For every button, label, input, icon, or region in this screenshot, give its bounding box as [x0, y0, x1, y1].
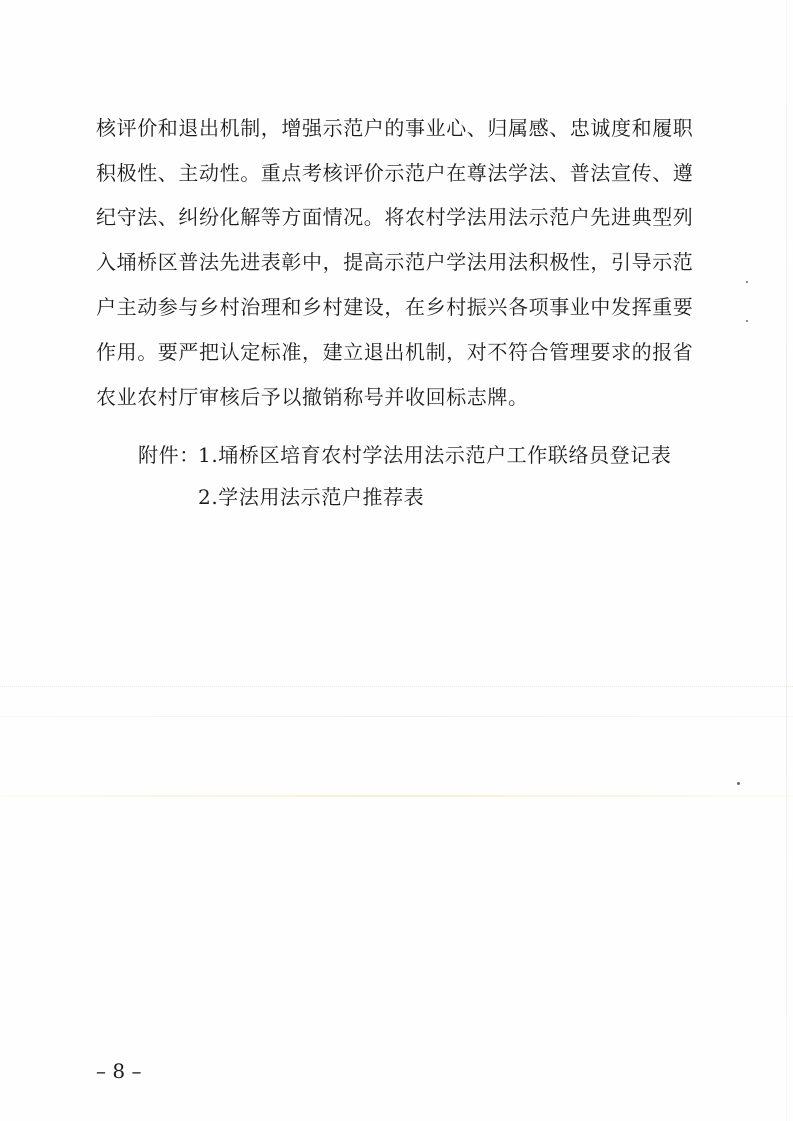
body-line-7: 农业农村厅审核后予以撤销称号并收回标志牌。 — [96, 385, 529, 409]
body-line-1: 核评价和退出机制，增强示范户的事业心、归属感、忠诚度和履职 — [96, 116, 694, 140]
scan-speck — [746, 281, 748, 283]
attachment-item-2: 2.学法用法示范户推荐表 — [198, 485, 425, 509]
scan-speck — [737, 782, 740, 785]
attachment-label: 附件： — [138, 443, 200, 467]
page-number: – 8 – — [96, 1059, 142, 1083]
scan-artifact-band — [0, 716, 793, 717]
body-line-4: 入埇桥区普法先进表彰中，提高示范户学法用法积极性，引导示范 — [96, 250, 694, 274]
scan-artifact-band — [0, 686, 793, 689]
scan-edge-shadow — [786, 0, 787, 1121]
body-line-6: 作用。要严把认定标准，建立退出机制，对不符合管理要求的报省 — [96, 340, 694, 364]
attachment-item-1: 1.埇桥区培育农村学法用法示范户工作联络员登记表 — [198, 443, 672, 467]
scan-speck — [746, 320, 748, 322]
body-line-5: 户主动参与乡村治理和乡村建设，在乡村振兴各项事业中发挥重要 — [96, 295, 694, 319]
scan-artifact-band — [0, 795, 793, 797]
body-line-3: 纪守法、纠纷化解等方面情况。将农村学法用法示范户先进典型列 — [96, 205, 694, 229]
body-line-2: 积极性、主动性。重点考核评价示范户在尊法学法、普法宣传、遵 — [96, 161, 694, 185]
